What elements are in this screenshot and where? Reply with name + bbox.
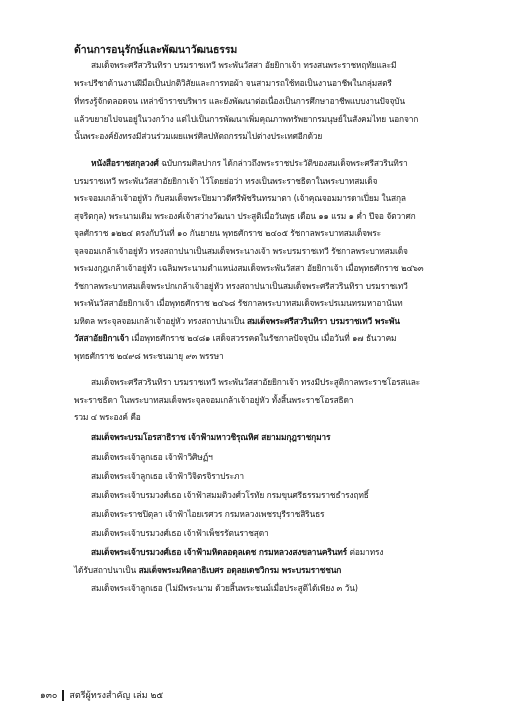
child-item: สมเด็จพระเจ้าลูกเธอ เจ้าฟ้าวิศิษฏ์ฯ bbox=[91, 452, 213, 462]
para4-line bbox=[91, 547, 383, 558]
para3-line: รวม ๔ พระองค์ คือ bbox=[74, 412, 141, 422]
book-title: สตรีผู้ทรงสำคัญ เล่ม ๒๕ bbox=[69, 691, 164, 701]
child-item: สมเด็จพระบรมโอรสาธิราช เจ้าฟ้ามหาวชิรุณหิศ สยามมกุฎราชกุมาร bbox=[91, 432, 331, 442]
para1-line: ที่ทรงรู้จักตลอดจน เหล่าข้าราชบริพาร และยังพัฒนาต่อเนื่องเป็นการศึกษาอาชีพแบบงานปัจจุบัน bbox=[74, 96, 405, 106]
para2-line: พระจอมเกล้าเจ้าอยู่หัว กับสมเด็จพระปิยมาวดีศรีพัชรินทรมาตา (เจ้าคุณจอมมารดาเปี่ยม ในสกุล bbox=[74, 193, 406, 203]
royal-title-bold: วัสสาอัยยิกาเจ้า bbox=[74, 333, 129, 343]
para1-line: สมเด็จพระศรีสวรินทิรา บรมราชเทวี พระพันวัสสา อัยยิกาเจ้า ทรงสนพระราชหฤทัยและมี bbox=[91, 60, 397, 70]
para3-line: สมเด็จพระศรีสวรินทิรา บรมราชเทวี พระพันวัสสาอัยยิกาเจ้า ทรงมีประสูติกาลพระราชโอรสและ bbox=[91, 377, 421, 387]
footer-divider bbox=[62, 690, 64, 701]
para2-text: ฉบับกรมศิลปากร ได้กล่าวถึงพระราชประวัติของสมเด็จพระศรีสวรินทิรา bbox=[158, 158, 408, 168]
para2-line bbox=[91, 158, 408, 169]
royal-title-bold: สมเด็จพระศรีสวรินทิรา บรมราชเทวี พระพัน bbox=[246, 316, 400, 326]
para2-line: รัชกาลพระบาทสมเด็จพระปกเกล้าเจ้าอยู่หัว ทรงสถาปนาเป็นสมเด็จพระศรีสวรินทิรา บรมราชเทวี bbox=[74, 281, 408, 291]
page-footer bbox=[40, 688, 163, 702]
para4-text: ต่อมาทรง bbox=[347, 547, 384, 557]
child-item: สมเด็จพระเจ้าลูกเธอ เจ้าฟ้าวิจิตรจิราประภา bbox=[91, 471, 244, 481]
child-item: สมเด็จพระเจ้าบรมวงศ์เธอ เจ้าฟ้าสมมติวงศ์วโรทัย กรมขุนศรีธรรมราชธำรงฤทธิ์ bbox=[91, 490, 369, 500]
royal-title-bold: สมเด็จพระเจ้าบรมวงศ์เธอ เจ้าฟ้ามหิดลอดุลเดช กรมหลวงสงขลานครินทร์ bbox=[91, 547, 348, 557]
para2-line: บรมราชเทวี พระพันวัสสาอัยยิกาเจ้า ไว้โดยย่อว่า ทรงเป็นพระราชธิดาในพระบาทสมเด็จ bbox=[74, 176, 378, 186]
para1-line: แล้วขยายไปจนอยู่ในวงกว้าง แต่ไปเป็นการพัฒนาเพิ่มคุณภาพทรัพยากรมนุษย์ในสังคมไทย นอกจาก bbox=[74, 114, 419, 124]
book-title-ref: หนังสือราชสกุลวงศ์ bbox=[91, 158, 159, 168]
page-number: ๑๓๐ bbox=[40, 691, 58, 701]
para2-line: พุทธศักราช ๒๔๙๘ พระชนมายุ ๙๓ พรรษา bbox=[74, 351, 224, 361]
section-heading: ด้านการอนุรักษ์และพัฒนาวัฒนธรรม bbox=[74, 44, 238, 56]
para4-line bbox=[74, 565, 341, 576]
para2-line bbox=[74, 333, 396, 344]
para2-line: จุลจอมเกล้าเจ้าอยู่หัว ทรงสถาปนาเป็นสมเด็จพระนางเจ้า พระบรมราชเทวี รัชกาลพระบาทสมเด็จ bbox=[74, 246, 408, 256]
para2-text: มหิดล พระจุลจอมเกล้าเจ้าอยู่หัว ทรงสถาปนาเป็น bbox=[74, 316, 247, 326]
para1-line: พระปรีชาด้านงานฝีมือเป็นปกติวิสัยและการทอผ้า จนสามารถใช้ทอเป็นงานอาชีพในกลุ่มสตรี bbox=[74, 78, 392, 88]
para2-line: สุจริตกุล) พระนามเดิม พระองค์เจ้าสว่างวัฒนา ประสูติเมื่อวันพุธ เดือน ๑๑ แรม ๑ ค่ำ ปีจอ จัตวาศก bbox=[74, 211, 416, 221]
para2-line bbox=[74, 316, 400, 327]
para2-line: จุลศักราช ๑๒๒๔ ตรงกับวันที่ ๑๐ กันยายน พุทธศักราช ๒๔๐๕ รัชกาลพระบาทสมเด็จพระ bbox=[74, 228, 381, 238]
child-item: สมเด็จพระเจ้าบรมวงศ์เธอ เจ้าฟ้าเพ็ชรรัตนราชสุดา bbox=[91, 528, 269, 538]
para4-text: ได้รับสถาปนาเป็น bbox=[74, 565, 139, 575]
royal-title-bold: สมเด็จพระมหิตลาธิเบศร อดุลยเดชวิกรม พระบรมราชชนก bbox=[138, 565, 342, 575]
para4-line: สมเด็จพระเจ้าลูกเธอ (ไม่มีพระนาม ด้วยสิ้นพระชนม์เมื่อประสูติได้เพียง ๓ วัน) bbox=[91, 583, 358, 593]
para3-line: พระราชธิดา ในพระบาทสมเด็จพระจุลจอมเกล้าเจ้าอยู่หัว ทั้งสิ้นพระราชโอรสธิดา bbox=[74, 395, 354, 405]
para1-line: นั้นพระองค์ยังทรงมีส่วนร่วมเผยแพร่ศิลปหัตถกรรมไปต่างประเทศอีกด้วย bbox=[74, 131, 323, 141]
para2-line: พระพันวัสสาอัยยิกาเจ้า เมื่อพุทธศักราช ๒๔๖๘ รัชกาลพระบาทสมเด็จพระปรเมนทรมหาอานันท bbox=[74, 298, 403, 308]
para2-text: เมื่อพุทธศักราช ๒๔๘๑ เสด็จสวรรคตในรัชกาลปัจจุบัน เมื่อวันที่ ๑๗ ธันวาคม bbox=[128, 333, 397, 343]
child-item: สมเด็จพระราชปิตุลา เจ้าฟ้าไอยเรศวร กรมหลวงเพชรบุรีราชสิรินธร bbox=[91, 509, 325, 519]
para2-line: พระมงกุฎเกล้าเจ้าอยู่หัว เฉลิมพระนามตำแหน่งสมเด็จพระพันวัสสา อัยยิกาเจ้า เมื่อพุทธศักราช ๒๔๖๓ bbox=[74, 263, 424, 273]
